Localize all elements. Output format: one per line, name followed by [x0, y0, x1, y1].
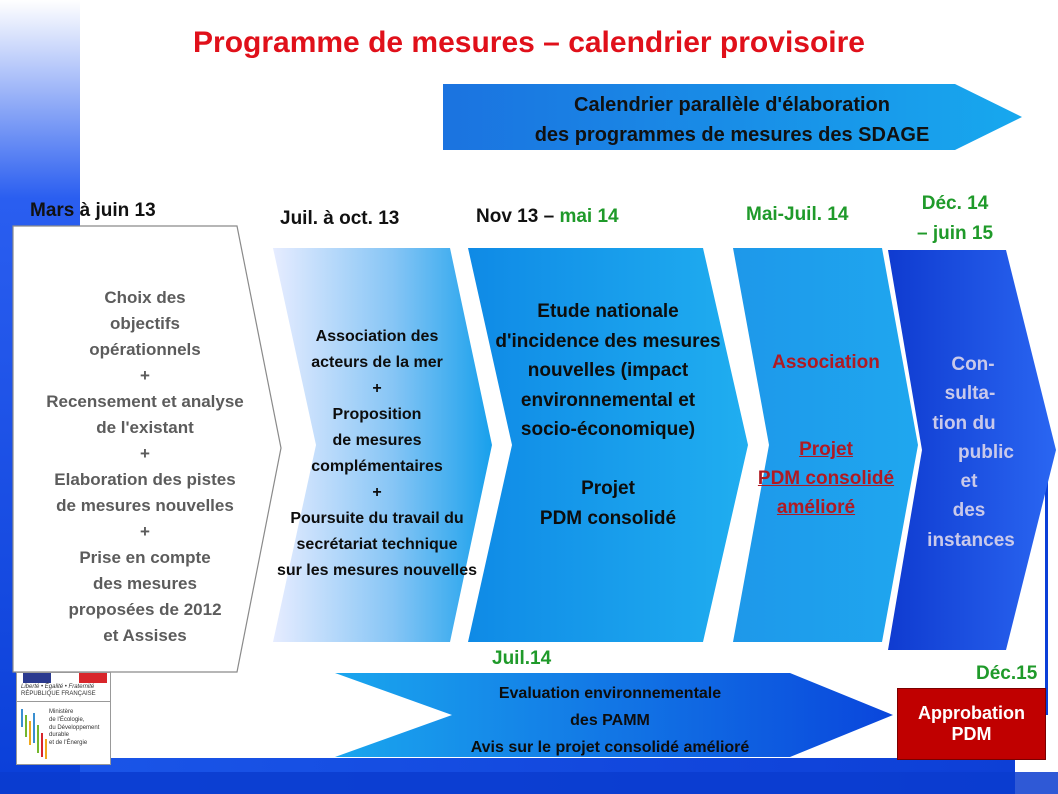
phase-3-text [480, 297, 736, 533]
phase-4-line: PDM consolidé [757, 468, 895, 489]
approval-line-1: Approbation [918, 703, 1025, 724]
phase-4-heading: Association [772, 352, 880, 373]
phase-2-line: acteurs de la mer [311, 354, 443, 371]
banner-line-2: des programmes de mesures des SDAGE [534, 124, 930, 146]
phase-1-line: proposées de 2012 [68, 600, 222, 619]
phase-1-line: des mesures [93, 574, 197, 593]
bottom-arrow-line: Avis sur le projet consolidé amélioré [470, 739, 750, 756]
phase-2-line: complémentaires [311, 458, 443, 475]
phase-5-line: instances [927, 529, 1015, 551]
phase-1-line: objectifs [110, 314, 180, 333]
bottom-arrow-text [430, 680, 790, 761]
bottom-arrow-date: Juil.14 [492, 648, 552, 669]
logo-ministry-line: de l'Écologie, [49, 716, 85, 723]
phase-2-text [266, 324, 488, 584]
logo-motto: Liberté • Égalité • Fraternité [21, 684, 95, 690]
banner-text [443, 90, 1021, 150]
phase-1-line: Choix des [104, 288, 186, 307]
phase-1-text [25, 285, 265, 649]
phase-1-line: + [140, 522, 150, 541]
logo-ministry-line: et de l'Énergie [49, 740, 88, 747]
phase-1-line: et Assises [103, 626, 187, 645]
phase-5-line: des [952, 500, 986, 522]
phase-3-line: socio-économique) [520, 419, 696, 440]
phase-2-line: Association des [315, 328, 439, 345]
phase-3-line: Etude nationale [537, 301, 679, 322]
phase-3-line: nouvelles (impact [527, 360, 689, 381]
phase-2-line: sur les mesures nouvelles [276, 562, 478, 579]
phase-1-line: de mesures nouvelles [56, 496, 234, 515]
phase-5-line: tion du [932, 412, 996, 434]
phase-1-line: + [140, 366, 150, 385]
phase-3-date-end: mai 14 [559, 206, 619, 227]
logo-ministry-line: durable [49, 732, 70, 739]
phase-2-line: + [372, 380, 382, 397]
bottom-arrow-line: des PAMM [570, 712, 650, 729]
approval-box [897, 688, 1046, 760]
approval-line-2: PDM [951, 724, 992, 744]
phase-2-line: + [372, 484, 382, 501]
phase-5-text [920, 350, 1020, 555]
logo-ministry-line: du Développement [49, 724, 100, 731]
phase-1-line: Elaboration des pistes [54, 470, 236, 489]
logo-republic: RÉPUBLIQUE FRANÇAISE [21, 691, 96, 697]
phase-5-line: public [958, 441, 1014, 463]
phase-4-date: Mai-Juil. 14 [746, 204, 849, 225]
phase-4-line: Projet [799, 439, 853, 460]
phase-1-line: + [140, 444, 150, 463]
phase-5-date-line-2: – juin 15 [916, 223, 994, 245]
phase-1-line: de l'existant [96, 418, 194, 437]
phase-1-line: opérationnels [89, 340, 201, 359]
phase-1-date: Mars à juin 13 [30, 200, 156, 221]
ministry-emblem-icon [19, 705, 49, 765]
phase-3-date [476, 206, 619, 228]
phase-4-line: amélioré [776, 497, 856, 518]
phase-5-line: et [960, 471, 978, 493]
phase-5-date-line-1: Déc. 14 [921, 193, 989, 214]
approval-date: Déc.15 [976, 663, 1038, 684]
page-title: Programme de mesures – calendrier provisoire [193, 26, 865, 59]
phase-3-date-start: Nov 13 – [476, 206, 560, 227]
phase-1-line: Prise en compte [79, 548, 211, 567]
phase-2-line: secrétariat technique [296, 536, 458, 553]
phase-5-date [905, 189, 1005, 250]
logo-ministry-text [49, 709, 99, 748]
phase-3-line: environnemental et [520, 389, 696, 411]
phase-2-line: Poursuite du travail du [290, 510, 464, 527]
phase-2-line: Proposition [332, 406, 422, 423]
phase-5-line: Con- [951, 354, 995, 375]
ministry-logo [16, 672, 111, 765]
phase-2-line: de mesures [332, 432, 422, 449]
phase-1-line: Recensement et analyse [46, 392, 244, 411]
phase-3-line [480, 445, 736, 475]
phase-4-text [748, 348, 904, 522]
phase-2-date: Juil. à oct. 13 [280, 208, 400, 229]
phase-3-line: d'incidence des mesures [495, 330, 721, 352]
phase-3-line: PDM consolidé [539, 507, 677, 529]
phase-5-line: sulta- [944, 383, 996, 405]
banner-line-1: Calendrier parallèle d'élaboration [574, 94, 890, 116]
bottom-arrow-line: Evaluation environnementale [498, 685, 722, 702]
phase-3-line: Projet [581, 478, 635, 499]
logo-ministry-line: Ministère [49, 709, 74, 715]
